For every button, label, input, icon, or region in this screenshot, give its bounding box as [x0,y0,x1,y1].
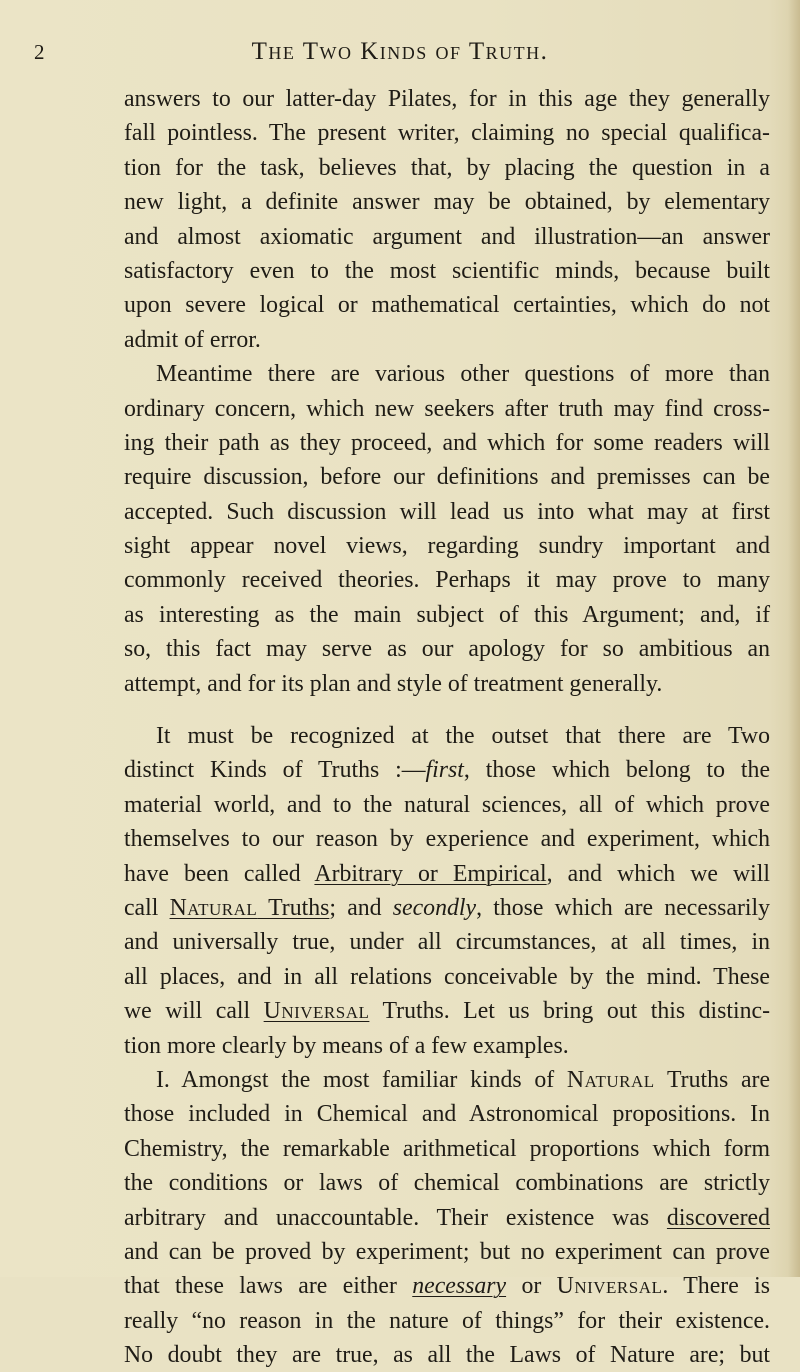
paragraph [124,357,770,701]
text-run: Truths. Let us bring out this distinc- [369,998,771,1025]
paragraph [124,82,770,357]
body-text [124,82,770,1372]
text-line [124,1338,770,1372]
text-run: It must be recognized at the outset that there are Two [156,723,770,750]
text-line [124,891,770,925]
text-run: arbitrary and unaccountable. Their existence was [124,1204,667,1231]
text-run: as interesting as the main subject of this Argument; and, if [124,601,770,628]
text-line [124,1304,770,1338]
text-line [124,323,770,357]
text-run: I. Amongst the most familiar kinds of [156,1066,567,1093]
text-run: have been called [124,860,315,887]
text-line [124,1269,770,1303]
text-line [124,719,770,753]
text-line [124,529,770,563]
text-run: material world, and to the natural sciences, all of which prove [124,791,770,818]
text-line [124,822,770,856]
text-run: Truths [257,894,330,921]
text-run: fall pointless. The present writer, claiming no special qualifica- [124,120,770,147]
text-run: ordinary concern, which new seekers after truth may find cross- [124,395,770,422]
text-run: and universally true, under all circumstances, at all times, in [124,929,770,956]
text-line [124,392,770,426]
text-run: admit of error. [124,326,261,353]
text-line [124,1166,770,1200]
text-run: so, this fact may serve as our apology for so ambitious an [124,636,770,663]
text-run: necessary [412,1273,507,1300]
text-run: answers to our latter-day Pilates, for in this age they generally [124,86,770,112]
text-run: Truths are [654,1066,771,1093]
text-run: Universal [556,1273,663,1300]
text-line [124,460,770,494]
text-line [124,667,770,701]
paragraph [124,1063,770,1372]
text-line [124,1063,770,1097]
text-line [124,598,770,632]
paragraph-gap [124,701,770,719]
text-line [124,185,770,219]
text-run: the conditions or laws of chemical combinations are strictly [124,1170,770,1197]
text-line [124,495,770,529]
text-line [124,82,770,116]
text-line [124,357,770,391]
text-line [124,632,770,666]
text-run: those included in Chemical and Astronomical propositions. In [124,1101,770,1128]
text-line [124,960,770,994]
text-run: , those which belong to the [463,757,771,784]
text-run: and can be proved by experiment; but no experiment can prove [124,1238,770,1265]
page-number: 2 [34,40,45,64]
text-line [124,288,770,322]
text-line [124,1132,770,1166]
text-run: all places, and in all relations conceivable by the mind. These [124,963,770,990]
text-line [124,151,770,185]
text-line [124,994,770,1028]
text-run: No doubt they are true, as all the Laws of Nature are; but [124,1342,770,1369]
text-line [124,788,770,822]
text-run: and almost axiomatic argument and illustration—an answer [124,223,770,250]
text-run: distinct Kinds of Truths :— [124,757,426,784]
text-run: tion for the task, believes that, by placing the question in a [124,154,770,181]
text-run: new light, a definite answer may be obtained, by elementary [124,189,770,216]
text-run: Arbitrary or Empirical [314,860,547,887]
text-line [124,1235,770,1269]
text-line [124,1097,770,1131]
text-line [124,220,770,254]
text-run: Chemistry, the remarkable arithmetical proportions which form [124,1135,770,1162]
text-line [124,1201,770,1235]
text-run: we will call [124,998,264,1025]
text-run: themselves to our reason by experience and experiment, which [124,826,770,853]
text-line [124,1029,770,1063]
text-run: call [124,894,170,921]
text-run: that these laws are either [124,1273,413,1300]
text-line [124,857,770,891]
text-line [124,753,770,787]
text-run: , those which are necessarily [476,894,771,921]
text-run: , and which we will [546,860,771,887]
text-run: require discussion, before our definitions and premisses can be [124,464,770,491]
text-line [124,254,770,288]
text-run: . There is [662,1273,770,1300]
text-run: secondly [392,894,477,921]
text-run: really “no reason in the nature of things” for their existence. [124,1307,770,1334]
text-run: Natural [169,894,258,921]
text-run: commonly received theories. Perhaps it may prove to many [124,567,770,594]
text-run: upon severe logical or mathematical certainties, which do not [124,292,770,319]
text-line [124,116,770,150]
page-header [0,36,800,76]
text-line [124,563,770,597]
text-run: sight appear novel views, regarding sundry important and [124,533,770,560]
paragraph [124,719,770,1063]
text-line [124,925,770,959]
page-edge-shadow [788,0,800,1277]
text-run: ; and [329,894,393,921]
text-run: Meantime there are various other questions of more than [156,361,770,388]
text-run: attempt, and for its plan and style of treatment generally. [124,670,663,697]
running-title: The Two Kinds of Truth. [251,38,549,65]
text-run: tion more clearly by means of a few examples. [124,1032,569,1059]
text-run: satisfactory even to the most scientific minds, because built [124,257,770,284]
text-line [124,426,770,460]
text-run: Universal [263,998,370,1025]
text-run: discovered [666,1204,770,1231]
text-run: or [506,1273,557,1300]
text-run: first [425,757,464,784]
text-run: Natural [566,1066,655,1093]
text-run: accepted. Such discussion will lead us into what may at first [124,498,770,525]
text-run: ing their path as they proceed, and which for some readers will [124,429,770,456]
